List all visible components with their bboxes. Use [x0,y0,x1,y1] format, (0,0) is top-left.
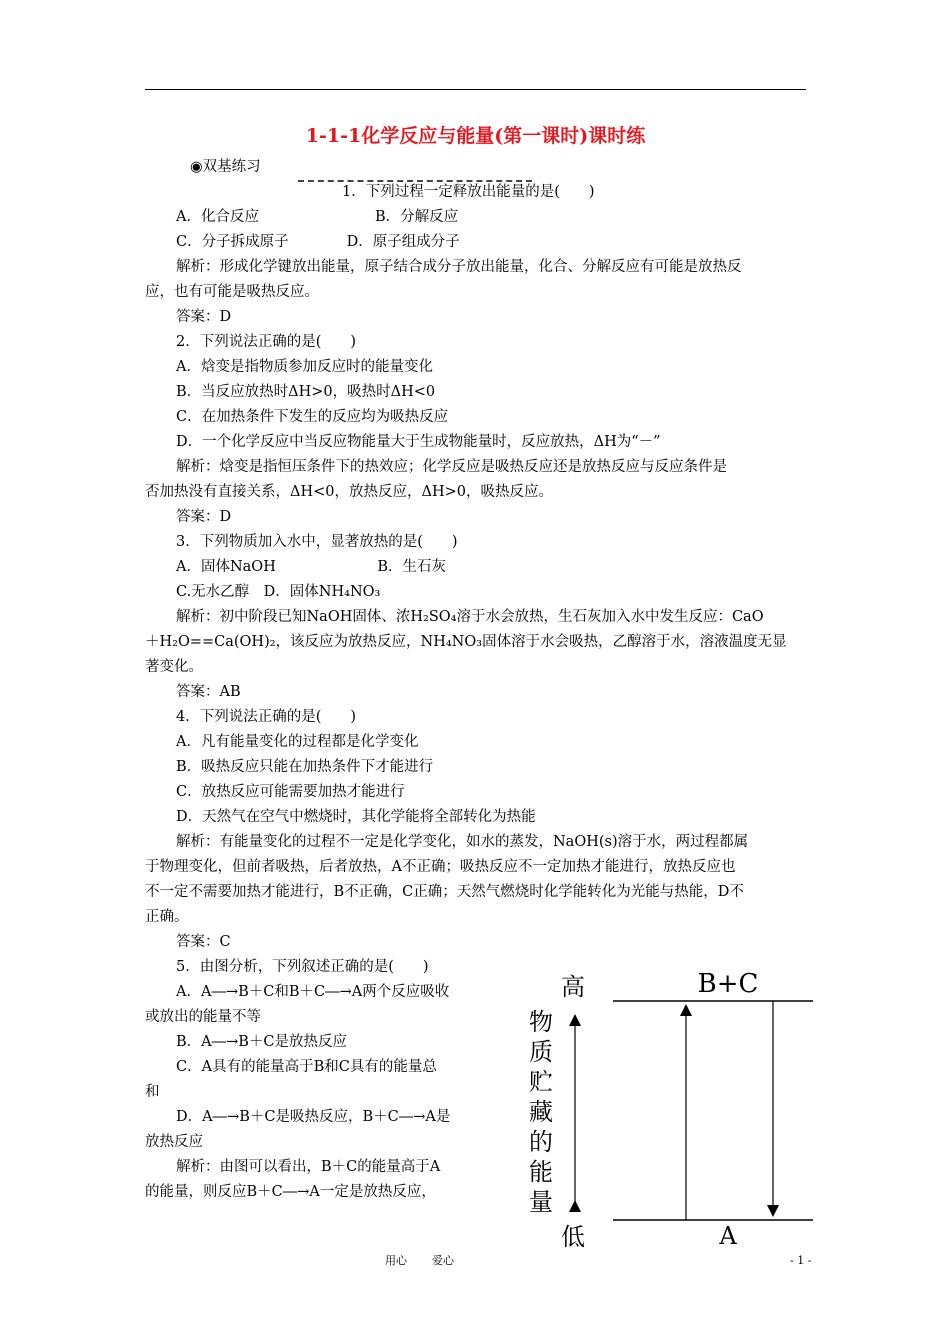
page-number: - 1 - [790,1254,812,1267]
text-line: C．在加热条件下发生的反应均为吸热反应 [176,409,449,425]
text-line: C.无水乙醇 D．固体NH₄NO₃ [176,584,381,600]
text-line: 于物理变化，但前者吸热，后者放热，A不正确；吸热反应不一定加热才能进行，放热反应也 [145,859,736,875]
axis-label-char: 藏 [529,1098,553,1126]
diagram-low-label: 低 [561,1223,585,1251]
axis-label-char: 量 [529,1188,553,1216]
text-line: A．焓变是指物质参加反应时的能量变化 [176,359,433,375]
axis-label-char: 能 [529,1158,553,1186]
level-high-label: B+C [697,969,759,999]
text-line: ＋H₂O==Ca(OH)₂，该反应为放热反应，NH₄NO₃固体溶于水会吸热，乙醇溶于水，溶液温度无显 [145,634,787,650]
text-line: A．A―→B＋C和B＋C―→A两个反应吸收 [176,984,450,1000]
text-line: B．吸热反应只能在加热条件下才能进行 [176,759,434,775]
text-line: B．A―→B＋C是放热反应 [176,1034,348,1050]
text-line: 和 [145,1084,160,1100]
text-line: C．A具有的能量高于B和C具有的能量总 [176,1059,437,1075]
footer-text-1: 用心 [385,1254,407,1267]
text-line: 著变化。 [145,659,203,675]
diagram-high-label: 高 [561,973,585,1001]
page-title: 1-1-1化学反应与能量(第一课时)课时练 [305,125,646,147]
diagram-axis-label [529,1008,553,1216]
text-line: 的能量，则反应B＋C―→A一定是放热反应， [145,1184,436,1200]
text-line: A．凡有能量变化的过程都是化学变化 [176,734,419,750]
bullet-icon: ◉ [190,159,203,175]
text-line: A．化合反应 B．分解反应 [176,209,459,225]
top-rule [145,89,806,90]
text-line: 解析：焓变是指恒压条件下的热效应；化学反应是吸热反应还是放热反应与反应条件是 [176,459,727,475]
text-line: 答案：AB [176,684,241,700]
text-line: 1．下列过程一定释放出能量的是( ) [342,184,595,200]
text-line: 正确。 [145,909,189,925]
axis-label-char: 质 [529,1038,553,1066]
footer-text-2: 爱心 [432,1254,454,1267]
text-line: 答案：D [176,309,232,325]
text-line: 解析：形成化学键放出能量，原子结合成分子放出能量，化合、分解反应有可能是放热反 [176,259,742,275]
axis-label-char: 物 [529,1008,553,1036]
text-line: C．分子拆成原子 D．原子组成分子 [176,234,460,250]
text-line: A．固体NaOH B．生石灰 [176,559,446,575]
text-line: 解析：有能量变化的过程不一定是化学变化，如水的蒸发，NaOH(s)溶于水，两过程都属 [176,834,749,850]
text-line: 答案：D [176,509,232,525]
section-heading [190,155,261,176]
text-line: 不一定不需要加热才能进行，B不正确，C正确；天然气燃烧时化学能转化为光能与热能，D不 [145,884,744,900]
text-line: 3．下列物质加入水中，显著放热的是( ) [176,534,458,550]
text-line: 放热反应 [145,1134,203,1150]
energy-diagram [523,968,813,1253]
text-line: C．放热反应可能需要加热才能进行 [176,784,405,800]
section-label: 双基练习 [202,159,261,175]
text-line: 或放出的能量不等 [145,1009,261,1025]
text-line: D．天然气在空气中燃烧时，其化学能将全部转化为热能 [176,809,536,825]
text-line: 应，也有可能是吸热反应。 [145,284,319,300]
axis-label-char: 的 [529,1128,553,1156]
text-line: 答案：C [176,934,231,950]
axis-label-char: 贮 [529,1068,553,1096]
text-line: 否加热没有直接关系，ΔH<0，放热反应，ΔH>0，吸热反应。 [145,484,553,500]
text-line: 5．由图分析，下列叙述正确的是( ) [176,959,429,975]
text-line: 4．下列说法正确的是( ) [176,709,357,725]
text-line: 解析：初中阶段已知NaOH固体、浓H₂SO₄溶于水会放热，生石灰加入水中发生反应：CaO [176,609,764,625]
text-line: B．当反应放热时ΔH>0，吸热时ΔH<0 [176,384,436,400]
text-line: 解析：由图可以看出，B＋C的能量高于A [176,1159,441,1175]
text-line: D．一个化学反应中当反应物能量大于生成物能量时，反应放热，ΔH为“－” [176,434,661,450]
text-line: D．A―→B＋C是吸热反应，B＋C―→A是 [176,1109,451,1125]
level-low-label: A [719,1222,737,1250]
text-line: 2．下列说法正确的是( ) [176,334,357,350]
